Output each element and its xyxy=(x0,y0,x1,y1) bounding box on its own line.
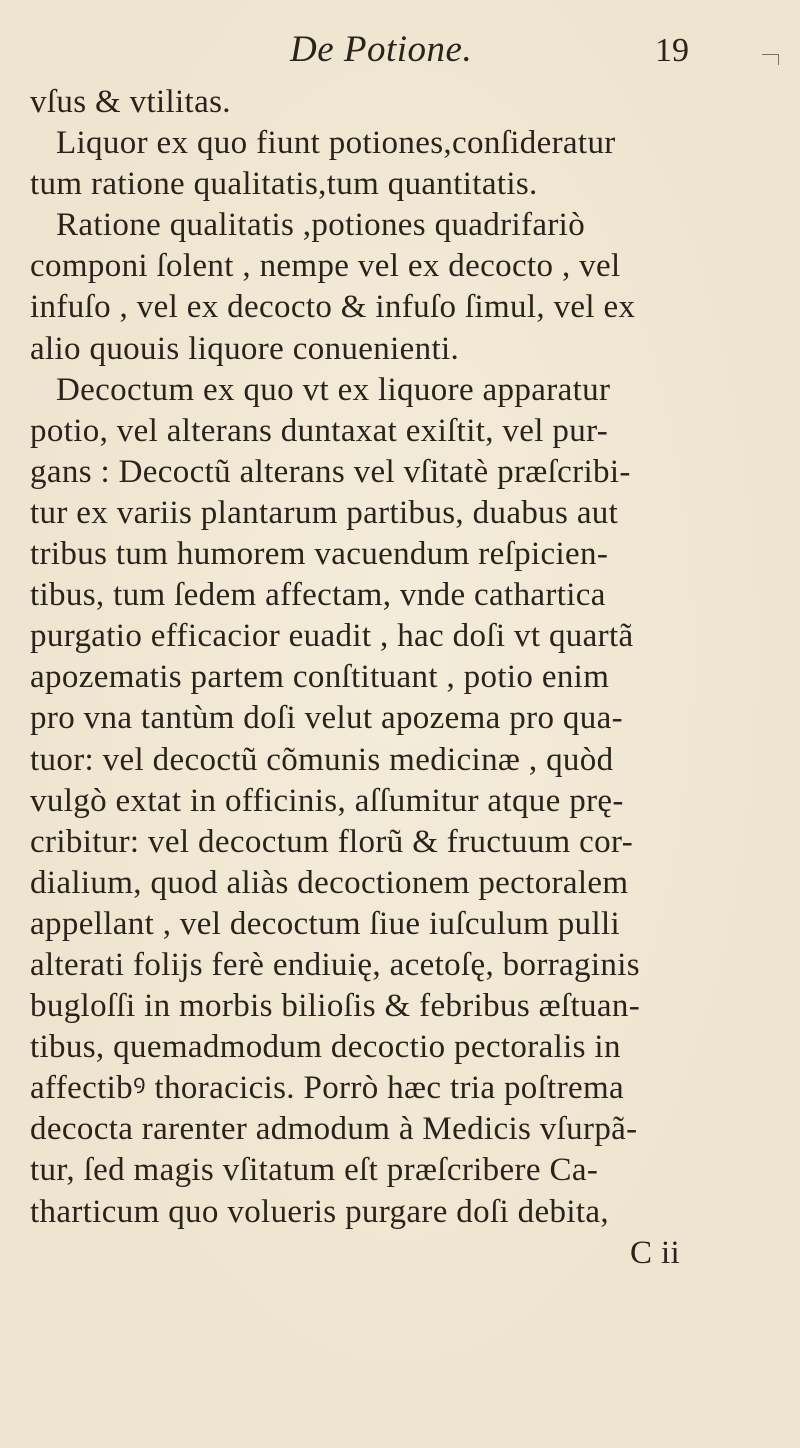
text-line: tharticum quo volueris purgare doſi debita, xyxy=(30,1193,609,1230)
text-line: affectibꝰ thoracicis. Porrò hæc tria poſtrema xyxy=(30,1070,625,1107)
text-line: decocta rarenter admodum à Medicis vſurpã- xyxy=(30,1111,638,1148)
text-line: cribitur: vel decoctum florũ & fructuum cor- xyxy=(30,823,634,860)
text-line: vſus & vtilitas. xyxy=(30,84,231,120)
page-number: 19 xyxy=(655,32,689,69)
text-line: appellant , vel decoctum ſiue iuſculum pulli xyxy=(30,905,620,942)
running-title: De Potione. xyxy=(290,29,473,70)
text-line: tribus tum humorem vacuendum reſpicien- xyxy=(30,536,609,573)
text-line: componi ſolent , nempe vel ex decocto , vel xyxy=(30,248,621,285)
text-line: tur, ſed magis vſitatum eſt præſcribere Ca- xyxy=(30,1152,599,1189)
text-line: tum ratione qualitatis,tum quantitatis. xyxy=(30,166,538,203)
body-text xyxy=(30,82,775,1274)
text-line: bugloſſi in morbis bilioſis & febribus æſtuan- xyxy=(30,988,641,1025)
corner-fold-mark xyxy=(762,54,779,65)
text-line: dialium, quod aliàs decoctionem pectoralem xyxy=(30,864,629,901)
text-line: infuſo , vel ex decocto & infuſo ſimul, vel ex xyxy=(30,289,636,326)
text-line: alio quouis liquore conuenienti. xyxy=(30,330,460,367)
text-line: potio, vel alterans duntaxat exiſtit, vel pur- xyxy=(30,412,609,449)
text-line: gans : Decoctũ alterans vel vſitatè præſcribi- xyxy=(30,453,631,490)
text-line: tuor: vel decoctũ cõmunis medicinæ , quòd xyxy=(30,741,614,778)
text-line: Decoctum ex quo vt ex liquore apparatur xyxy=(56,371,611,408)
text-line: tur ex variis plantarum partibus, duabus aut xyxy=(30,494,619,531)
text-line: pro vna tantùm doſi velut apozema pro qua- xyxy=(30,700,623,737)
text-line: tibus, quemadmodum decoctio pectoralis in xyxy=(30,1029,621,1066)
text-line: Liquor ex quo fiunt potiones,conſideratur xyxy=(56,125,616,162)
text-line: apozematis partem conſtituant , potio enim xyxy=(30,659,610,696)
signature-mark: C ii xyxy=(630,1234,680,1271)
text-line: Ratione qualitatis ,potiones quadrifariò xyxy=(56,207,586,244)
page-header xyxy=(0,28,800,78)
text-line: tibus, tum ſedem affectam, vnde cathartica xyxy=(30,577,606,614)
text-line: purgatio efficacior euadit , hac doſi vt quartã xyxy=(30,618,634,655)
text-line: vulgò extat in officinis, aſſumitur atque prę- xyxy=(30,782,624,819)
text-line: alterati folijs ferè endiuię, acetoſę, borraginis xyxy=(30,946,640,983)
